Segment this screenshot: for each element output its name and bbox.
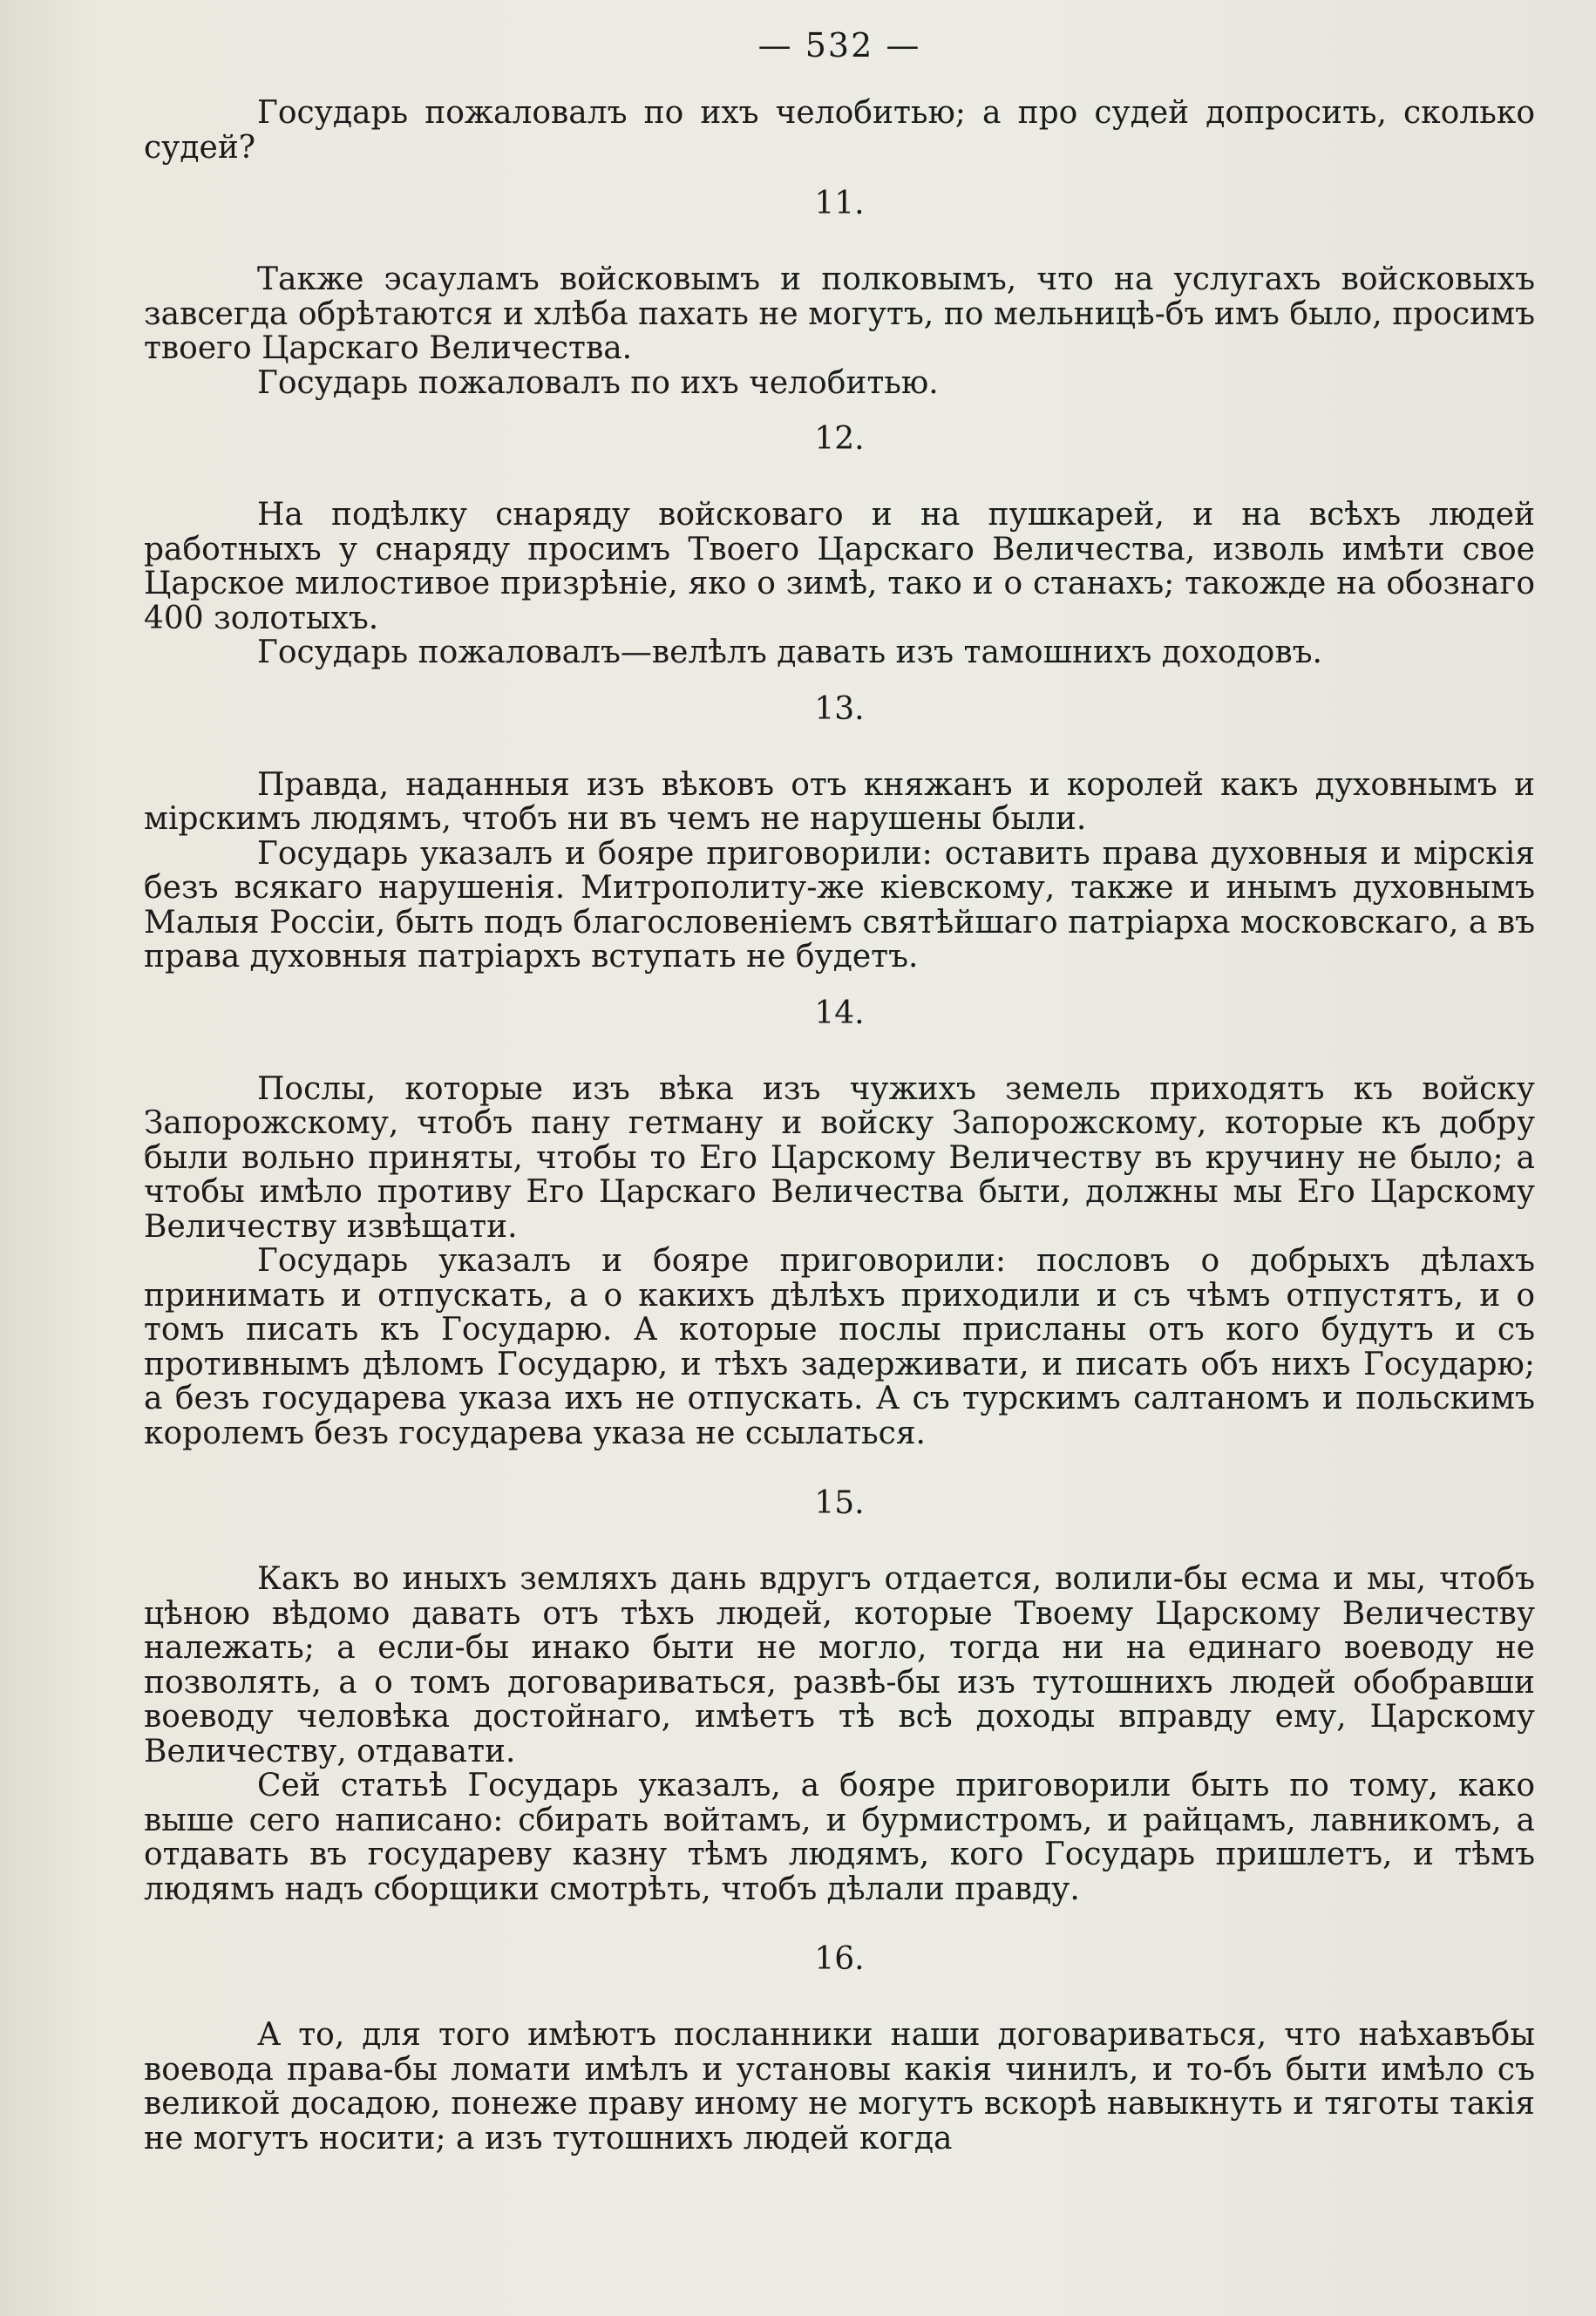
section-14-paragraph-1: Послы, которые изъ вѣка изъ чужихъ земель приходятъ къ войску Запорожскому, чтобъ пану гетману и войску Запорожскому, которые къ добру были вольно приняты, чтобы то Его Царскому Величеству въ кручину не было; а чтобы имѣло противу Его Царскаго Величества быти, должны мы Его Царскому Величеству извѣщати.: [144, 1070, 1535, 1245]
section-13-paragraph-2: Государь указалъ и бояре приговорили: оставить права духовныя и мірскія безъ всякаго нарушенія. Митрополиту-же кіевскому, также и инымъ духовнымъ Малыя Россіи, быть подъ благословеніемъ святѣйшаго патріарха московскаго, а въ права духовныя патріархъ вступать не будетъ.: [144, 835, 1535, 975]
section-11-paragraph-1: Также эсауламъ войсковымъ и полковымъ, что на услугахъ войсковыхъ завсегда обрѣтаются и хлѣба пахать не могутъ, по мельницѣ-бъ имъ было, просимъ твоего Царскаго Величества.: [144, 261, 1535, 366]
section-15-paragraph-2: Сей статьѣ Государь указалъ, а бояре приговорили быть по тому, како выше сего написано: сбирать войтамъ, и бурмистромъ, и райцамъ, лавникомъ, а отдавать въ государеву казну тѣмъ людямъ, кого Государь пришлетъ, и тѣмъ людямъ надъ сборщики смотрѣть, чтобъ дѣлали правду.: [144, 1768, 1535, 1907]
section-11-paragraph-2: Государь пожаловалъ по ихъ челобитью.: [257, 364, 939, 401]
section-number-14: 14.: [814, 995, 865, 1031]
section-13-paragraph-1: Правда, наданныя изъ вѣковъ отъ княжанъ и королей какъ духовнымъ и мірскимъ людямъ, чтобъ ни въ чемъ не нарушены были.: [144, 766, 1535, 837]
section-12-paragraph-2: Государь пожаловалъ—велѣлъ давать изъ тамошнихъ доходовъ.: [257, 635, 1322, 670]
section-16-paragraph-1: А то, для того имѣютъ посланники наши договариваться, что наѣхавъбы воевода права-бы ломати имѣлъ и установы какія чинилъ, и то-бъ быти имѣло съ великой досадою, понеже праву иному не могутъ вскорѣ навыкнуть и тяготы такія не могутъ носити; а изъ тутошнихъ людей когда: [144, 2017, 1535, 2156]
section-number-16: 16.: [814, 1941, 865, 1977]
intro-paragraph: Государь пожаловалъ по ихъ челобитью; а про судей допросить, сколько судей?: [144, 95, 1535, 166]
section-14-paragraph-2: Государь указалъ и бояре приговорили: пословъ о добрыхъ дѣлахъ принимать и отпускать, а о какихъ дѣлѣхъ приходили и съ чѣмъ отпустятъ, и о томъ писать къ Государю. А которые послы присланы отъ кого будутъ и съ противнымъ дѣломъ Государю, и тѣхъ задерживати, и писать объ нихъ Государю; а безъ государева указа ихъ не отпускать. А съ турскимъ салтаномъ и польскимъ королемъ безъ государева указа не ссылаться.: [144, 1243, 1535, 1451]
section-number-13: 13.: [814, 690, 865, 727]
section-12-paragraph-1: На подѣлку снаряду войсковаго и на пушкарей, и на всѣхъ людей работныхъ у снаряду просимъ Твоего Царскаго Величества, изволь имѣти свое Царское милостивое призрѣніе, яко о зимѣ, тако и о станахъ; такожде на обознаго 400 золотыхъ.: [144, 497, 1535, 636]
section-number-12: 12.: [814, 421, 865, 457]
page-number: — 532 —: [757, 26, 921, 65]
section-15-paragraph-1: Какъ во иныхъ земляхъ дань вдругъ отдается, волили-бы есма и мы, чтобъ цѣною вѣдомо давать отъ тѣхъ людей, которые Твоему Царскому Величеству належать; а если-бы инако быти не могло, тогда ни на единаго воеводу не позволять, а о томъ договариваться, развѣ-бы изъ тутошнихъ людей обобравши воеводу человѣка достойнаго, имѣетъ тѣ всѣ доходы вправду ему, Царскому Величеству, отдавати.: [144, 1561, 1535, 1769]
section-number-15: 15.: [814, 1485, 865, 1521]
section-number-11: 11.: [814, 186, 865, 221]
